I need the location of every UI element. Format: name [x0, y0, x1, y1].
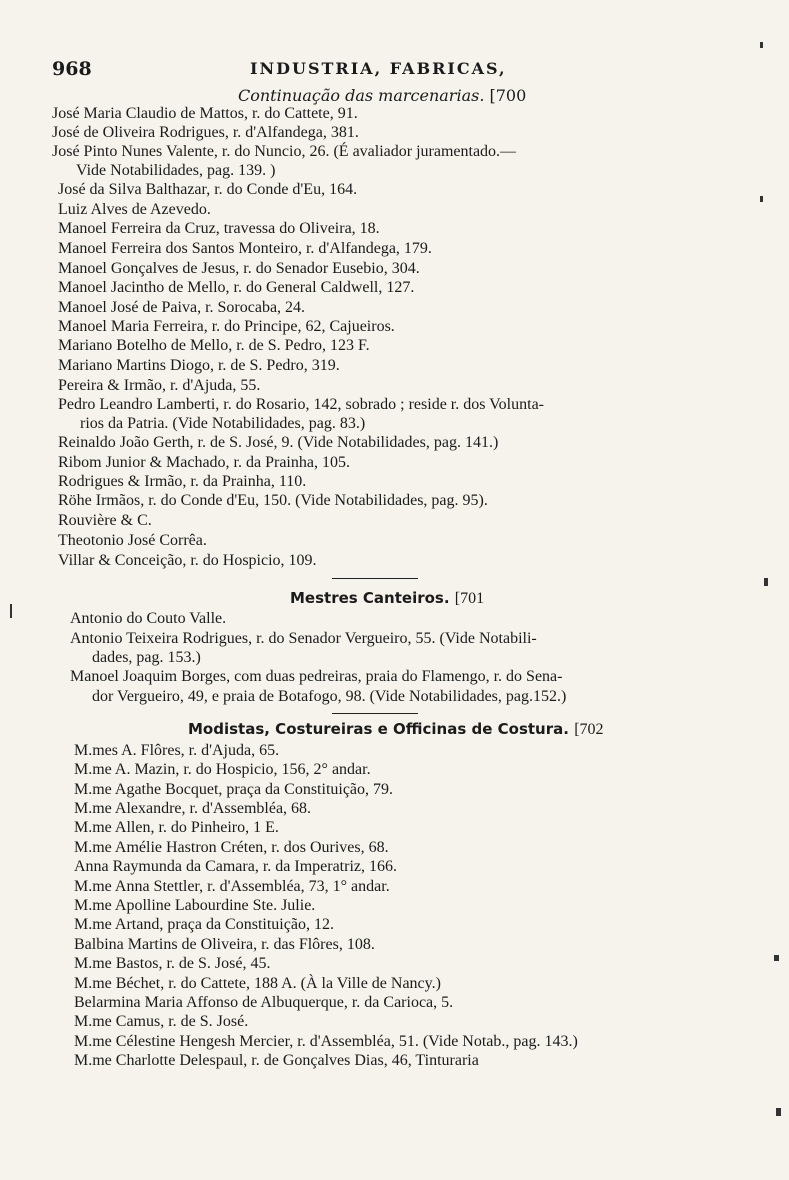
page-header — [52, 58, 700, 84]
entry-line: Balbina Martins de Oliveira, r. das Flôres, 108. — [74, 936, 375, 953]
scan-speck — [764, 578, 768, 586]
entry-line: Manoel Ferreira dos Santos Monteiro, r. d'Alfandega, 179. — [58, 240, 432, 257]
entry-line: Manoel José de Paiva, r. Sorocaba, 24. — [58, 299, 306, 316]
scan-speck — [760, 42, 763, 48]
page-number: 968 — [52, 58, 92, 80]
section-heading-modistas — [188, 720, 604, 739]
continuation-line — [238, 86, 526, 105]
entry-line: M.me Artand, praça da Constituição, 12. — [74, 916, 334, 933]
section-divider — [332, 578, 418, 579]
entry-line: M.me Apolline Labourdine Ste. Julie. — [74, 897, 316, 914]
entry-line: Luiz Alves de Azevedo. — [58, 201, 211, 218]
entry-line: M.me Béchet, r. do Cattete, 188 A. (À la Ville de Nancy.) — [74, 975, 441, 992]
entry-line: M.me Agathe Bocquet, praça da Constituição, 79. — [74, 781, 394, 798]
continuation-text: Continuação das marcenarias. — [238, 86, 485, 105]
entry-line: Rodrigues & Irmão, r. da Prainha, 110. — [58, 473, 307, 490]
section-divider — [332, 713, 418, 714]
entry-line: Pedro Leandro Lamberti, r. do Rosario, 142, sobrado ; reside r. dos Volunta- — [58, 396, 544, 413]
entry-line: Antonio Teixeira Rodrigues, r. do Senador Vergueiro, 55. (Vide Notabili- — [70, 630, 537, 647]
entry-line: M.mes A. Flôres, r. d'Ajuda, 65. — [74, 742, 280, 759]
entry-line: Manoel Ferreira da Cruz, travessa do Oliveira, 18. — [58, 220, 380, 237]
scan-speck — [760, 196, 763, 202]
entry-line: Villar & Conceição, r. do Hospicio, 109. — [58, 552, 317, 569]
entry-line: M.me Bastos, r. de S. José, 45. — [74, 955, 271, 972]
entry-line: Antonio do Couto Valle. — [70, 610, 227, 627]
entry-line: José de Oliveira Rodrigues, r. d'Alfandega, 381. — [52, 124, 359, 141]
entry-line: José Pinto Nunes Valente, r. do Nuncio, 26. (É avaliador juramentado.— — [52, 143, 517, 160]
entry-line: Röhe Irmãos, r. do Conde d'Eu, 150. (Vide Notabilidades, pag. 95). — [58, 492, 488, 509]
section-code: [701 — [454, 590, 485, 607]
entry-line: Reinaldo João Gerth, r. de S. José, 9. (Vide Notabilidades, pag. 141.) — [58, 434, 499, 451]
entry-line: M.me Alexandre, r. d'Assembléa, 68. — [74, 800, 312, 817]
entry-line: M.me Camus, r. de S. José. — [74, 1013, 249, 1030]
entry-line: M.me Anna Stettler, r. d'Assembléa, 73, 1° andar. — [74, 878, 390, 895]
entry-line: Manoel Joaquim Borges, com duas pedreiras, praia do Flamengo, r. do Sena- — [70, 668, 563, 685]
entry-line: Pereira & Irmão, r. d'Ajuda, 55. — [58, 377, 261, 394]
entry-line: Manoel Jacintho de Mello, r. do General Caldwell, 127. — [58, 279, 415, 296]
entry-line: Manoel Maria Ferreira, r. do Principe, 62, Cajueiros. — [58, 318, 395, 335]
entry-line: José da Silva Balthazar, r. do Conde d'Eu, 164. — [58, 181, 358, 198]
entry-line: dades, pag. 153.) — [92, 649, 201, 666]
section-heading-canteiros — [290, 589, 484, 608]
scan-speck — [774, 955, 779, 961]
scan-speck — [776, 1108, 781, 1116]
continuation-code: [700 — [489, 86, 527, 105]
entry-line: Anna Raymunda da Camara, r. da Imperatriz, 166. — [74, 858, 397, 875]
section-title: Modistas, Costureiras e Officinas de Costura. — [188, 720, 569, 738]
entry-line: M.me Amélie Hastron Créten, r. dos Ourives, 68. — [74, 839, 389, 856]
entry-line: Belarmina Maria Affonso de Albuquerque, r. da Carioca, 5. — [74, 994, 454, 1011]
entry-line: Mariano Martins Diogo, r. de S. Pedro, 319. — [58, 357, 340, 374]
entry-line: Vide Notabilidades, pag. 139. ) — [76, 162, 276, 179]
section-title: Mestres Canteiros. — [290, 589, 450, 607]
entry-line: Manoel Gonçalves de Jesus, r. do Senador Eusebio, 304. — [58, 260, 420, 277]
scan-speck — [10, 604, 12, 618]
entry-line: Rouvière & C. — [58, 512, 152, 529]
entry-line: M.me A. Mazin, r. do Hospicio, 156, 2° andar. — [74, 761, 371, 778]
entry-line: M.me Charlotte Delespaul, r. de Gonçalves Dias, 46, Tinturaria — [74, 1052, 479, 1069]
section-code: [702 — [574, 721, 604, 738]
running-title: INDUSTRIA, FABRICAS, — [250, 59, 507, 78]
entry-line: Ribom Junior & Machado, r. da Prainha, 105. — [58, 454, 350, 471]
entry-line: M.me Allen, r. do Pinheiro, 1 E. — [74, 819, 279, 836]
entry-line: dor Vergueiro, 49, e praia de Botafogo, 98. (Vide Notabilidades, pag.152.) — [92, 688, 567, 705]
entry-line: M.me Célestine Hengesh Mercier, r. d'Assembléa, 51. (Vide Notab., pag. 143.) — [74, 1033, 578, 1050]
entry-line: rios da Patria. (Vide Notabilidades, pag. 83.) — [80, 415, 366, 432]
entry-line: Mariano Botelho de Mello, r. de S. Pedro, 123 F. — [58, 337, 370, 354]
entry-line: José Maria Claudio de Mattos, r. do Cattete, 91. — [52, 105, 358, 122]
entry-line: Theotonio José Corrêa. — [58, 532, 207, 549]
